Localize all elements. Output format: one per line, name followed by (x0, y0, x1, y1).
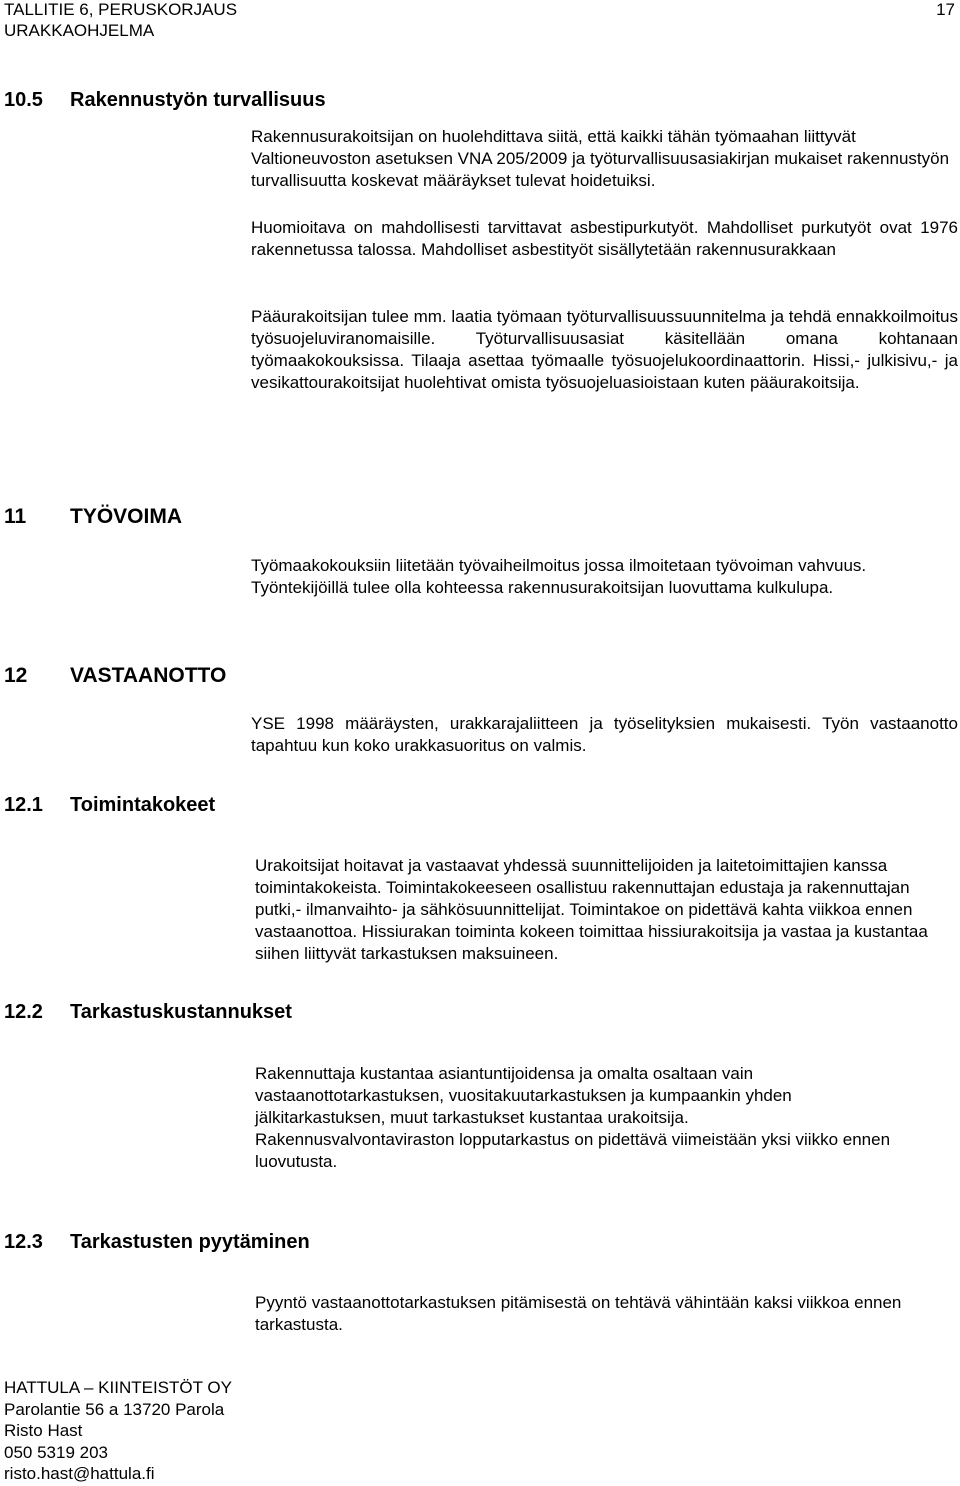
section-title: Tarkastuskustannukset (70, 1001, 292, 1023)
section-number: 12.2 (4, 1001, 43, 1023)
section-title: Toimintakokeet (70, 794, 216, 816)
section-title: Rakennustyön turvallisuus (70, 89, 326, 111)
section-number: 12.3 (4, 1231, 43, 1253)
section-title: TYÖVOIMA (70, 505, 183, 528)
header-subtitle: URAKKAOHJELMA (4, 21, 155, 40)
section-heading-10-5 (4, 87, 326, 113)
paragraph-final-inspection: Rakennusvalvontaviraston lopputarkastus on pidettävä viimeistään yksi viikko ennen luovutusta. (255, 1130, 891, 1171)
section-heading-11 (4, 504, 182, 530)
page-number: 17 (936, 0, 955, 19)
inspection-costs-text (255, 1063, 905, 1173)
section-number: 12.1 (4, 794, 43, 816)
section-title: VASTAANOTTO (70, 664, 227, 687)
page-footer (4, 1377, 232, 1485)
footer-phone: 050 5319 203 (4, 1442, 108, 1462)
section-heading-12-1 (4, 792, 215, 818)
paragraph-handover: YSE 1998 määräysten, urakkarajaliitteen ja työselityksien mukaisesti. Työn vastaanotto tapahtuu kun koko urakkasuoritus on valmis. (251, 714, 958, 755)
paragraph-main-contractor: Pääurakoitsijan tulee mm. laatia työmaan työturvallisuussuunnitelma ja tehdä ennakkoilmoitus työsuojeluviranomaisille. Työturvallisuusasiat käsitellään omana kohtanaan työmaakokouksissa. Tilaaja asettaa työmaalle työsuojelukoordinaattorin. Hissi,- julkisivu,- ja vesikattourakoitsijat huolehtivat omista työsuojeluasioistaan kuten pääurakoitsija. (251, 307, 958, 392)
paragraph-safety-regulations: Rakennusurakoitsijan on huolehdittava siitä, että kaikki tähän työmaahan liittyvät Valtioneuvoston asetuksen VNA 205/2009 ja työturvallisuusasiakirjan mukaiset rakennustyön turvallisuutta koskevat määräykset tulevat hoidetuiksi. (251, 127, 950, 190)
paragraph-inspection-request: Pyyntö vastaanottotarkastuksen pitämisestä on tehtävä vähintään kaksi viikkoa ennen tarkastusta. (255, 1293, 902, 1334)
section-heading-12-3 (4, 1229, 310, 1255)
section-title: Tarkastusten pyytäminen (70, 1231, 310, 1253)
footer-organization: HATTULA – KIINTEISTÖT OY (4, 1378, 232, 1397)
page-header (4, 0, 237, 41)
section-number: 12 (4, 664, 28, 687)
footer-email: risto.hast@hattula.fi (4, 1464, 155, 1483)
footer-contact-name: Risto Hast (4, 1421, 83, 1440)
section-number: 11 (4, 505, 27, 528)
footer-address: Parolantie 56 a 13720 Parola (4, 1399, 225, 1419)
header-title: TALLITIE 6, PERUSKORJAUS (4, 0, 238, 19)
paragraph-asbestos: Huomioitava on mahdollisesti tarvittavat asbestipurkutyöt. Mahdolliset purkutyöt ovat 1976 rakennetussa talossa. Mahdolliset asbestityöt sisällytetään rakennusurakkaan (251, 218, 958, 259)
paragraph-inspection-costs: Rakennuttaja kustantaa asiantuntijoidensa ja omalta osaltaan vain vastaanottotarkastuksen, vuositakuutarkastuksen ja kumpaankin yhden jälkitarkastuksen, muut tarkastukset kustantaa urakoitsija. (255, 1064, 792, 1127)
paragraph-function-tests: Urakoitsijat hoitavat ja vastaavat yhdessä suunnittelijoiden ja laitetoimittajien kanssa toimintakokeista. Toimintakokeeseen osallistuu rakennuttajan edustaja ja rakennuttajan putki,- ilmanvaihto- ja sähkösuunnittelijat. Toimintakoe on pidettävä kahta viikkoa ennen vastaanottoa. Hissiurakan toiminta kokeen toimittaa hissiurakoitsija ja vastaa ja kustantaa siihen liittyvät tarkastuksen maksuineen. (255, 856, 928, 963)
paragraph-workforce: Työmaakokouksiin liitetään työvaiheilmoitus jossa ilmoitetaan työvoiman vahvuus. Työntekijöillä tulee olla kohteessa rakennusurakoitsijan luovuttama kulkulupa. (251, 556, 867, 597)
section-number: 10.5 (4, 89, 43, 111)
section-heading-12-2 (4, 999, 292, 1025)
section-heading-12 (4, 663, 226, 689)
